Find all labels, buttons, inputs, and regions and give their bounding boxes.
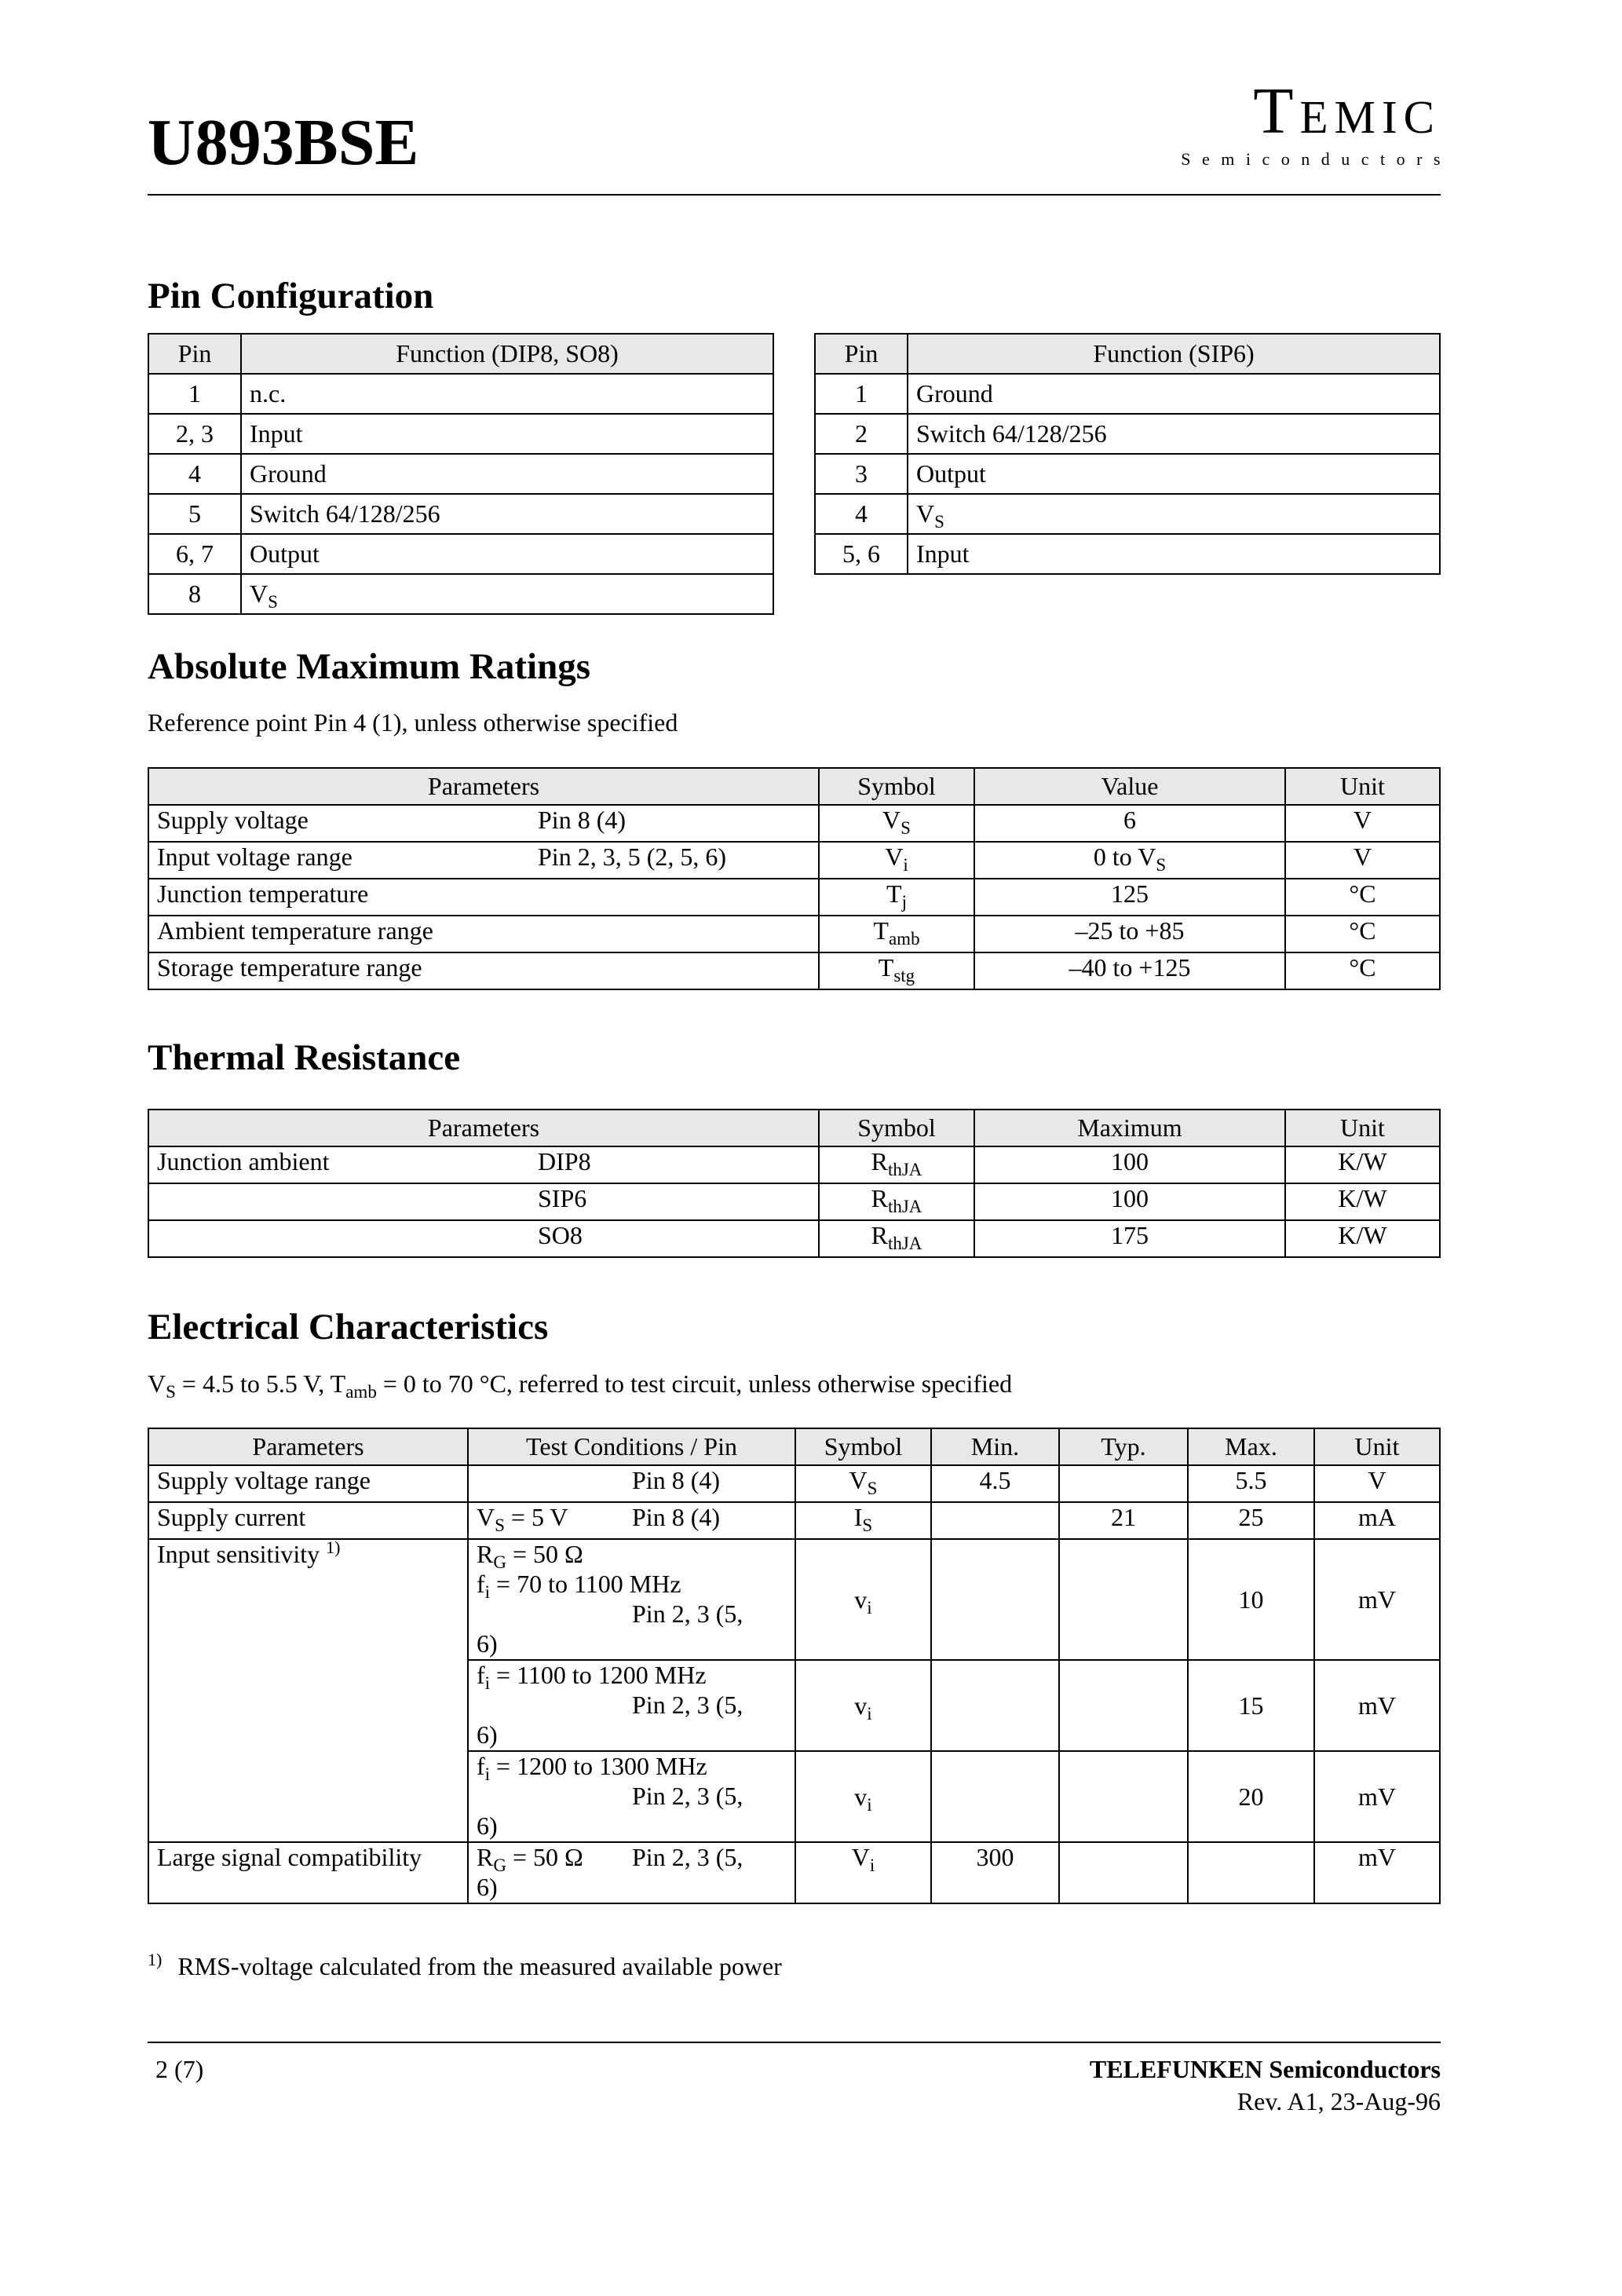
symbol-cell [819, 1146, 974, 1183]
typ-cell [1059, 1842, 1188, 1903]
symbol-cell [795, 1502, 931, 1539]
symbol-cell [819, 1220, 974, 1257]
parameter [148, 952, 819, 989]
condition-line [477, 1843, 787, 1873]
parameter [148, 1539, 468, 1842]
min-cell: 300 [931, 1842, 1059, 1903]
footer-rule [148, 2042, 1441, 2043]
pin-number: 1 [148, 374, 241, 414]
table-row [148, 805, 1440, 842]
header-row [148, 1110, 1440, 1146]
header-row [148, 334, 773, 374]
pin-number: 2, 3 [148, 414, 241, 454]
function-text: V [250, 579, 269, 609]
parameter-name: Supply current [157, 1503, 306, 1531]
pin-function [908, 534, 1440, 574]
condition-subscript: G [493, 1855, 506, 1875]
column-header: Function (DIP8, SO8) [241, 334, 773, 374]
column-header: Symbol [795, 1428, 931, 1465]
pin-number: 8 [148, 574, 241, 614]
column-header: Symbol [819, 1110, 974, 1146]
column-header: Unit [1314, 1428, 1440, 1465]
typ-cell [1059, 1660, 1188, 1751]
header-row [148, 1428, 1440, 1465]
condition-pin: Pin 8 (4) [632, 1466, 720, 1494]
table-row [148, 534, 773, 574]
table-row [815, 454, 1440, 494]
pin-number: 5 [148, 494, 241, 534]
table-row [148, 1183, 1440, 1220]
test-conditions [468, 1465, 795, 1502]
table-row [815, 374, 1440, 414]
table-row [815, 494, 1440, 534]
max-cell: 25 [1188, 1502, 1314, 1539]
pin-config-heading: Pin Configuration [148, 276, 434, 316]
pin-table-sip6 [814, 333, 1441, 575]
test-conditions [468, 1842, 795, 1903]
condition-line [477, 1873, 787, 1903]
pin-function [241, 454, 773, 494]
table-row [148, 454, 773, 494]
condition-text: = 5 V [504, 1503, 568, 1531]
parameter-pin: DIP8 [538, 1147, 591, 1175]
condition-line [477, 1752, 787, 1782]
value-cell [974, 805, 1285, 842]
parameter-name: Storage temperature range [157, 953, 422, 982]
condition-text: f [477, 1752, 485, 1780]
column-header: Unit [1285, 768, 1440, 805]
parameter-name: Supply voltage [157, 806, 309, 834]
abs-max-note: Reference point Pin 4 (1), unless otherwise specified [148, 708, 678, 737]
pin-number: 4 [148, 454, 241, 494]
pin-number: 3 [815, 454, 908, 494]
function-text: Ground [250, 459, 327, 488]
value-cell [974, 952, 1285, 989]
condition-pin: Pin 2, 3 (5, [632, 1600, 743, 1628]
thermal-heading: Thermal Resistance [148, 1037, 461, 1078]
footnote [148, 1952, 1247, 1981]
symbol-subscript: i [903, 855, 908, 875]
min-cell [931, 1539, 1059, 1660]
column-header: Pin [815, 334, 908, 374]
electrical-table [148, 1428, 1441, 1904]
table-row [148, 574, 773, 614]
unit-cell: °C [1285, 879, 1440, 916]
temic-logo [1181, 75, 1452, 170]
parameter-name: Ambient temperature range [157, 916, 433, 945]
pin-function [241, 374, 773, 414]
note-sub: amb [345, 1382, 377, 1402]
table-row [148, 1842, 1440, 1903]
pin-function [908, 494, 1440, 534]
parameter [148, 842, 819, 879]
pin-number: 2 [815, 414, 908, 454]
column-header: Value [974, 768, 1285, 805]
header-row [815, 334, 1440, 374]
unit-cell: V [1285, 842, 1440, 879]
symbol-subscript: i [869, 1855, 875, 1875]
header-row [148, 768, 1440, 805]
symbol-cell [795, 1660, 931, 1751]
column-header: Typ. [1059, 1428, 1188, 1465]
symbol: V [885, 843, 904, 871]
unit-cell: mV [1314, 1660, 1440, 1751]
unit-cell: K/W [1285, 1220, 1440, 1257]
table-row [148, 1465, 1440, 1502]
pin-function [241, 534, 773, 574]
symbol: R [871, 1184, 888, 1212]
test-conditions [468, 1502, 795, 1539]
column-header: Unit [1285, 1110, 1440, 1146]
value: 0 to V [1093, 843, 1156, 871]
symbol: T [878, 953, 894, 982]
parameter-name: Input sensitivity [157, 1540, 320, 1568]
unit-cell: V [1314, 1465, 1440, 1502]
pin-number: 5, 6 [815, 534, 908, 574]
symbol-subscript: i [867, 1794, 872, 1815]
table-row [148, 1539, 1440, 1660]
pin-number: 4 [815, 494, 908, 534]
function-text: Input [916, 539, 970, 569]
parameter [148, 1183, 819, 1220]
condition-text: 6) [477, 1812, 498, 1840]
column-header: Pin [148, 334, 241, 374]
column-header: Test Conditions / Pin [468, 1428, 795, 1465]
condition-subscript: i [484, 1673, 491, 1693]
condition-text: f [477, 1661, 485, 1689]
function-text: Switch 64/128/256 [916, 419, 1107, 448]
table-row [148, 414, 773, 454]
function-text: Output [916, 459, 986, 488]
condition-text: f [477, 1570, 485, 1598]
function-subscript: S [934, 512, 944, 532]
function-subscript: S [268, 592, 278, 612]
condition-subscript: S [495, 1515, 505, 1535]
max-cell: 15 [1188, 1660, 1314, 1751]
unit-cell: K/W [1285, 1146, 1440, 1183]
condition-text: 6) [477, 1873, 498, 1901]
value: 175 [1111, 1221, 1149, 1249]
value: 125 [1111, 879, 1149, 908]
abs-max-heading: Absolute Maximum Ratings [148, 646, 591, 687]
footer-company: TELEFUNKEN Semiconductors [1089, 2055, 1441, 2083]
parameter-name: Junction ambient [157, 1147, 330, 1175]
max-cell: 5.5 [1188, 1465, 1314, 1502]
value-cell [974, 842, 1285, 879]
logo-text: Temic [1253, 75, 1441, 148]
max-cell: 10 [1188, 1539, 1314, 1660]
symbol: R [871, 1147, 888, 1175]
parameter [148, 1465, 468, 1502]
table-row [148, 952, 1440, 989]
symbol: v [854, 1782, 868, 1811]
unit-cell: °C [1285, 952, 1440, 989]
column-header: Min. [931, 1428, 1059, 1465]
symbol: I [853, 1503, 863, 1531]
condition-line [477, 1629, 787, 1659]
symbol: R [871, 1221, 888, 1249]
parameter-name: Input voltage range [157, 843, 353, 871]
table-row [148, 879, 1440, 916]
min-cell [931, 1751, 1059, 1842]
function-text: Switch 64/128/256 [250, 499, 440, 528]
symbol: T [873, 916, 889, 945]
symbol-cell [795, 1842, 931, 1903]
note-part: = 0 to 70 °C, referred to test circuit, unless otherwise specified [376, 1369, 1013, 1398]
condition-text: = 50 Ω [506, 1540, 583, 1568]
condition-pin: Pin 8 (4) [632, 1503, 720, 1531]
table-row [815, 414, 1440, 454]
table-row [148, 916, 1440, 952]
symbol-subscript: thJA [887, 1234, 922, 1253]
condition-line [477, 1812, 787, 1841]
condition-text: R [477, 1843, 494, 1871]
symbol-subscript: S [862, 1515, 873, 1535]
symbol: V [849, 1466, 868, 1494]
column-header: Parameters [148, 1110, 819, 1146]
electrical-note [148, 1369, 1013, 1402]
condition-text: = 1200 to 1300 MHz [490, 1752, 707, 1780]
max-cell [1188, 1842, 1314, 1903]
unit-cell: mA [1314, 1502, 1440, 1539]
unit-cell: mV [1314, 1751, 1440, 1842]
parameter [148, 805, 819, 842]
symbol: T [886, 879, 902, 908]
symbol-cell [819, 1183, 974, 1220]
max-cell: 20 [1188, 1751, 1314, 1842]
table-row [148, 842, 1440, 879]
document-title: U893BSE [148, 106, 419, 179]
condition-line [477, 1691, 787, 1720]
logo-subtext: Semiconductors [1181, 149, 1452, 169]
value: 100 [1111, 1184, 1149, 1212]
note-sub: S [166, 1382, 176, 1402]
pin-function [241, 574, 773, 614]
footnote-reference: 1) [326, 1537, 341, 1557]
unit-cell: mV [1314, 1539, 1440, 1660]
symbol-cell [819, 952, 974, 989]
pin-table-dip8 [148, 333, 774, 615]
table-row [148, 1502, 1440, 1539]
parameter [148, 1502, 468, 1539]
symbol-cell [819, 805, 974, 842]
symbol: V [882, 806, 901, 834]
symbol-subscript: i [867, 1703, 872, 1724]
symbol-cell [819, 842, 974, 879]
table-row [148, 494, 773, 534]
condition-text: V [477, 1503, 495, 1531]
condition-line [477, 1782, 787, 1812]
unit-cell: mV [1314, 1842, 1440, 1903]
unit-cell: °C [1285, 916, 1440, 952]
condition-pin: Pin 2, 3 (5, [632, 1782, 743, 1810]
parameter-pin: SO8 [538, 1221, 583, 1249]
column-header: Max. [1188, 1428, 1314, 1465]
abs-max-table [148, 767, 1441, 990]
condition-subscript: i [484, 1582, 491, 1602]
test-conditions [468, 1539, 795, 1660]
value-cell [974, 879, 1285, 916]
symbol-subscript: thJA [887, 1160, 922, 1179]
symbol: v [854, 1585, 868, 1614]
condition-text: 6) [477, 1720, 498, 1749]
pin-function [908, 414, 1440, 454]
value-cell [974, 1146, 1285, 1183]
symbol-cell [795, 1751, 931, 1842]
footer-revision: Rev. A1, 23-Aug-96 [1237, 2087, 1441, 2115]
symbol-subscript: stg [893, 966, 915, 985]
note-part: = 4.5 to 5.5 V, T [175, 1369, 346, 1398]
condition-line [477, 1720, 787, 1750]
symbol-cell [819, 916, 974, 952]
function-text: Input [250, 419, 303, 448]
pin-function [241, 414, 773, 454]
symbol-cell [795, 1465, 931, 1502]
value: 6 [1123, 806, 1136, 834]
column-header: Parameters [148, 1428, 468, 1465]
parameter-name: Junction temperature [157, 879, 369, 908]
column-header: Function (SIP6) [908, 334, 1440, 374]
value: –25 to +85 [1075, 916, 1185, 945]
condition-line [477, 1600, 787, 1629]
symbol-cell [819, 879, 974, 916]
footnote-mark: 1) [148, 1950, 163, 1969]
pin-number: 6, 7 [148, 534, 241, 574]
condition-line [477, 1540, 787, 1570]
test-conditions [468, 1660, 795, 1751]
condition-line [477, 1661, 787, 1691]
table-row [148, 1220, 1440, 1257]
symbol-subscript: S [867, 1479, 878, 1498]
min-cell [931, 1502, 1059, 1539]
typ-cell [1059, 1751, 1188, 1842]
symbol-subscript: thJA [887, 1197, 922, 1216]
typ-cell: 21 [1059, 1502, 1188, 1539]
condition-line [477, 1570, 787, 1600]
parameter [148, 1842, 468, 1903]
condition-pin: Pin 2, 3 (5, [632, 1691, 743, 1719]
condition-pin: Pin 2, 3 (5, [632, 1843, 743, 1871]
condition-text: = 1100 to 1200 MHz [490, 1661, 707, 1689]
condition-text: 6) [477, 1629, 498, 1658]
symbol-subscript: amb [888, 929, 920, 949]
condition-line [477, 1503, 787, 1533]
function-text: Output [250, 539, 320, 569]
test-conditions [468, 1751, 795, 1842]
value: –40 to +125 [1069, 953, 1191, 982]
condition-text: = 50 Ω [506, 1843, 583, 1871]
parameter-name: Supply voltage range [157, 1466, 371, 1494]
parameter [148, 1220, 819, 1257]
parameter [148, 916, 819, 952]
value-subscript: S [1156, 855, 1167, 875]
pin-function [241, 494, 773, 534]
function-text: V [916, 499, 935, 528]
page-number: 2 (7) [155, 2055, 204, 2083]
symbol: V [851, 1843, 870, 1871]
column-header: Symbol [819, 768, 974, 805]
header-rule [148, 194, 1441, 196]
unit-cell: K/W [1285, 1183, 1440, 1220]
note-part: V [148, 1369, 166, 1398]
condition-line [477, 1466, 787, 1496]
parameter [148, 1146, 819, 1183]
pin-function [908, 454, 1440, 494]
typ-cell [1059, 1465, 1188, 1502]
column-header: Maximum [974, 1110, 1285, 1146]
min-cell: 4.5 [931, 1465, 1059, 1502]
value-cell [974, 1183, 1285, 1220]
function-text: Ground [916, 379, 993, 408]
footnote-text: RMS-voltage calculated from the measured available power [177, 1952, 782, 1980]
function-text: n.c. [250, 379, 287, 408]
column-header: Parameters [148, 768, 819, 805]
symbol-subscript: i [867, 1597, 872, 1618]
parameter-pin: Pin 2, 3, 5 (2, 5, 6) [538, 843, 726, 871]
electrical-heading: Electrical Characteristics [148, 1307, 549, 1347]
symbol: v [854, 1691, 868, 1720]
condition-subscript: G [493, 1552, 506, 1572]
table-row [815, 534, 1440, 574]
pin-number: 1 [815, 374, 908, 414]
unit-cell: V [1285, 805, 1440, 842]
value: 100 [1111, 1147, 1149, 1175]
value-cell [974, 1220, 1285, 1257]
pin-function [908, 374, 1440, 414]
parameter-name: Large signal compatibility [157, 1843, 422, 1871]
condition-text: R [477, 1540, 494, 1568]
thermal-table [148, 1109, 1441, 1258]
symbol-cell [795, 1539, 931, 1660]
parameter-pin: SIP6 [538, 1184, 587, 1212]
parameter [148, 879, 819, 916]
condition-subscript: i [484, 1764, 491, 1784]
min-cell [931, 1660, 1059, 1751]
parameter-pin: Pin 8 (4) [538, 806, 626, 834]
condition-text: = 70 to 1100 MHz [490, 1570, 681, 1598]
symbol-subscript: j [901, 892, 907, 912]
value-cell [974, 916, 1285, 952]
table-row [148, 1146, 1440, 1183]
typ-cell [1059, 1539, 1188, 1660]
symbol-subscript: S [901, 818, 911, 838]
table-row [148, 374, 773, 414]
